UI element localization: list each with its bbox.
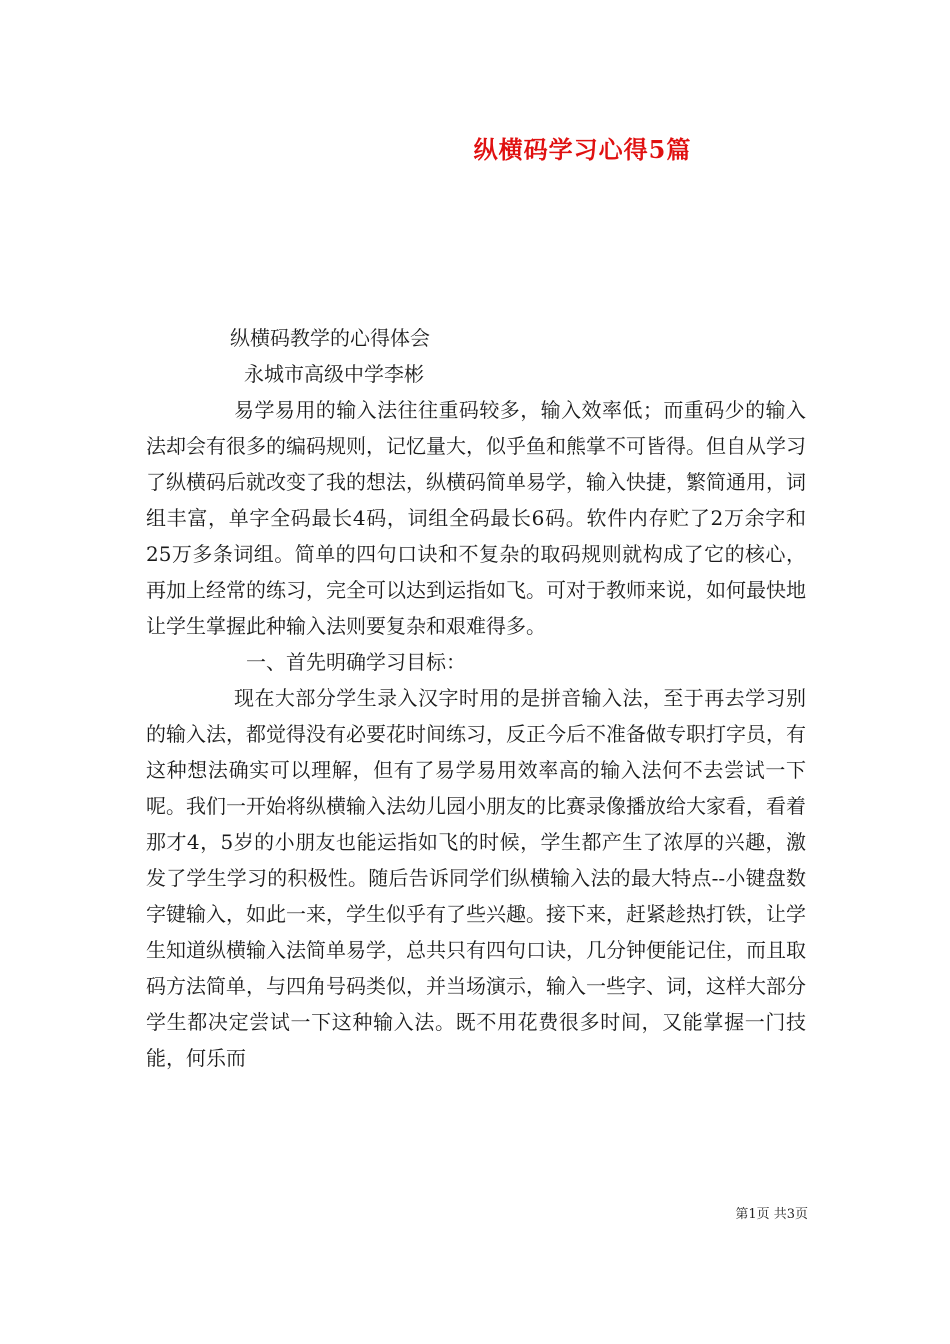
heading-first-goal: 一、首先明确学习目标： xyxy=(246,650,466,674)
page-number: 第1页 共3页 xyxy=(735,1207,808,1222)
document-title: 纵横码学习心得5篇 xyxy=(473,135,692,164)
author-line: 永城市高级中学李彬 xyxy=(244,362,424,386)
document-body xyxy=(146,320,806,1076)
section-title: 纵横码教学的心得体会 xyxy=(230,326,430,350)
paragraph-intro: 易学易用的输入法往往重码较多，输入效率低；而重码少的输入法却会有很多的编码规则，记忆量大，似乎鱼和熊掌不可皆得。但自从学习了纵横码后就改变了我的想法，纵横码简单易学，输入快捷，繁简通用，词组丰富，单字全码最长4码，词组全码最长6码。软件内存贮了2万余字和25万多条词组。简单的四句口诀和不复杂的取码规则就构成了它的核心，再加上经常的练习，完全可以达到运指如飞。可对于教师来说，如何最快地让学生掌握此种输入法则要复杂和艰难得多。 xyxy=(146,398,806,638)
paragraph-goal: 现在大部分学生录入汉字时用的是拼音输入法，至于再去学习别的输入法，都觉得没有必要花时间练习，反正今后不准备做专职打字员，有这种想法确实可以理解，但有了易学易用效率高的输入法何不去尝试一下呢。我们一开始将纵横输入法幼儿园小朋友的比赛录像播放给大家看，看着那才4，5岁的小朋友也能运指如飞的时候，学生都产生了浓厚的兴趣，激发了学生学习的积极性。随后告诉同学们纵横输入法的最大特点--小键盘数字键输入，如此一来，学生似乎有了些兴趣。接下来，赶紧趁热打铁，让学生知道纵横输入法简单易学，总共只有四句口诀，几分钟便能记住，而且取码方法简单，与四角号码类似，并当场演示，输入一些字、词，这样大部分学生都决定尝试一下这种输入法。既不用花费很多时间，又能掌握一门技能，何乐而 xyxy=(146,686,806,1070)
